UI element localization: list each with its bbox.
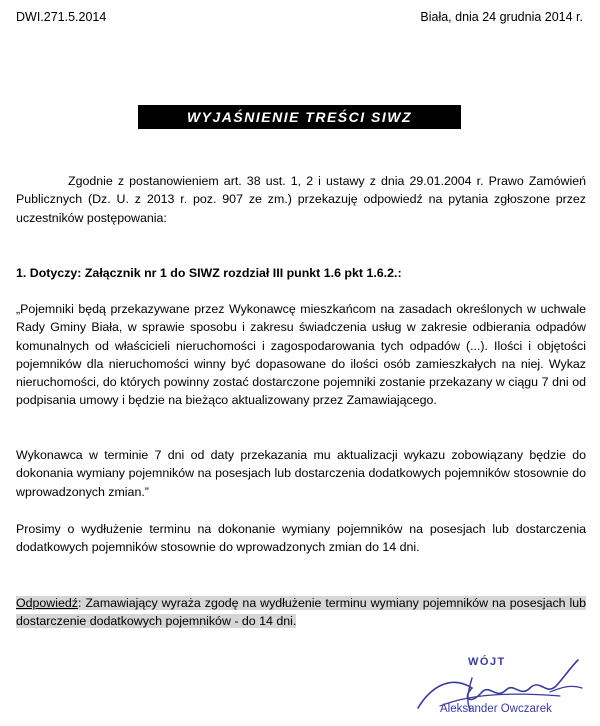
request-paragraph: Prosimy o wydłużenie terminu na dokonanie wymiany pojemników na posesjach lub dostarczenia dodatkowych pojemników stosownie do wprowadzonych zmian do 14 dni. xyxy=(16,522,586,555)
quoted-clause-part1: „Pojemniki będą przekazywane przez Wykonawcę mieszkańcom na zasadach określonych w uchwale Rady Gminy Biała, w sprawie sposobu i zakresu świadczenia usług w zakresie odbierania odpadów komunalnych od właścicieli nieruchomości i zagospodarowania tych odpadów (...). Ilości i objętości pojemników dla nieruchomości winny być dopasowane do ilości osób zamieszkałych na niej. Wykaz nieruchomości, do których powinny zostać dostarczone pojemniki zostanie przekazany w ciągu 7 dni od podpisania umowy i będzie na bieżąco aktualizowany przez Zamawiającego. xyxy=(16,302,586,408)
signature-block xyxy=(410,648,600,726)
answer-text: : Zamawiający wyraża zgodę na wydłużenie terminu wymiany pojemników na posesjach lub dostarczenie dodatkowych pojemników - do 14 dni. xyxy=(16,596,586,629)
answer-label: Odpowiedź xyxy=(16,596,78,610)
question-heading: 1. Dotyczy: Załącznik nr 1 do SIWZ rozdział III punkt 1.6 pkt 1.6.2.: xyxy=(16,266,402,280)
document-title: WYJAŚNIENIE TREŚCI SIWZ xyxy=(138,105,461,129)
signature-title: WÓJT xyxy=(468,656,506,668)
place-and-date: Biała, dnia 24 grudnia 2014 r. xyxy=(420,10,583,24)
signature-name: Aleksander Owczarek xyxy=(440,703,552,715)
document-reference: DWI.271.5.2014 xyxy=(16,10,107,24)
quoted-clause-part2: Wykonawca w terminie 7 dni od daty przekazania mu aktualizacji wykazu zobowiązany będzie do dokonania wymiany pojemników na posesjach lub dostarczenia dodatkowych pojemników stosownie do wprowadzonych zmian.” xyxy=(16,448,586,499)
intro-paragraph: Zgodnie z postanowieniem art. 38 ust. 1, 2 i ustawy z dnia 29.01.2004 r. Prawo Zamówień Publicznych (Dz. U. z 2013 r. poz. 907 ze zm.) przekazuję odpowiedź na pytania zgłoszone przez uczestników postępowania: xyxy=(16,174,586,225)
answer-paragraph xyxy=(16,594,586,631)
